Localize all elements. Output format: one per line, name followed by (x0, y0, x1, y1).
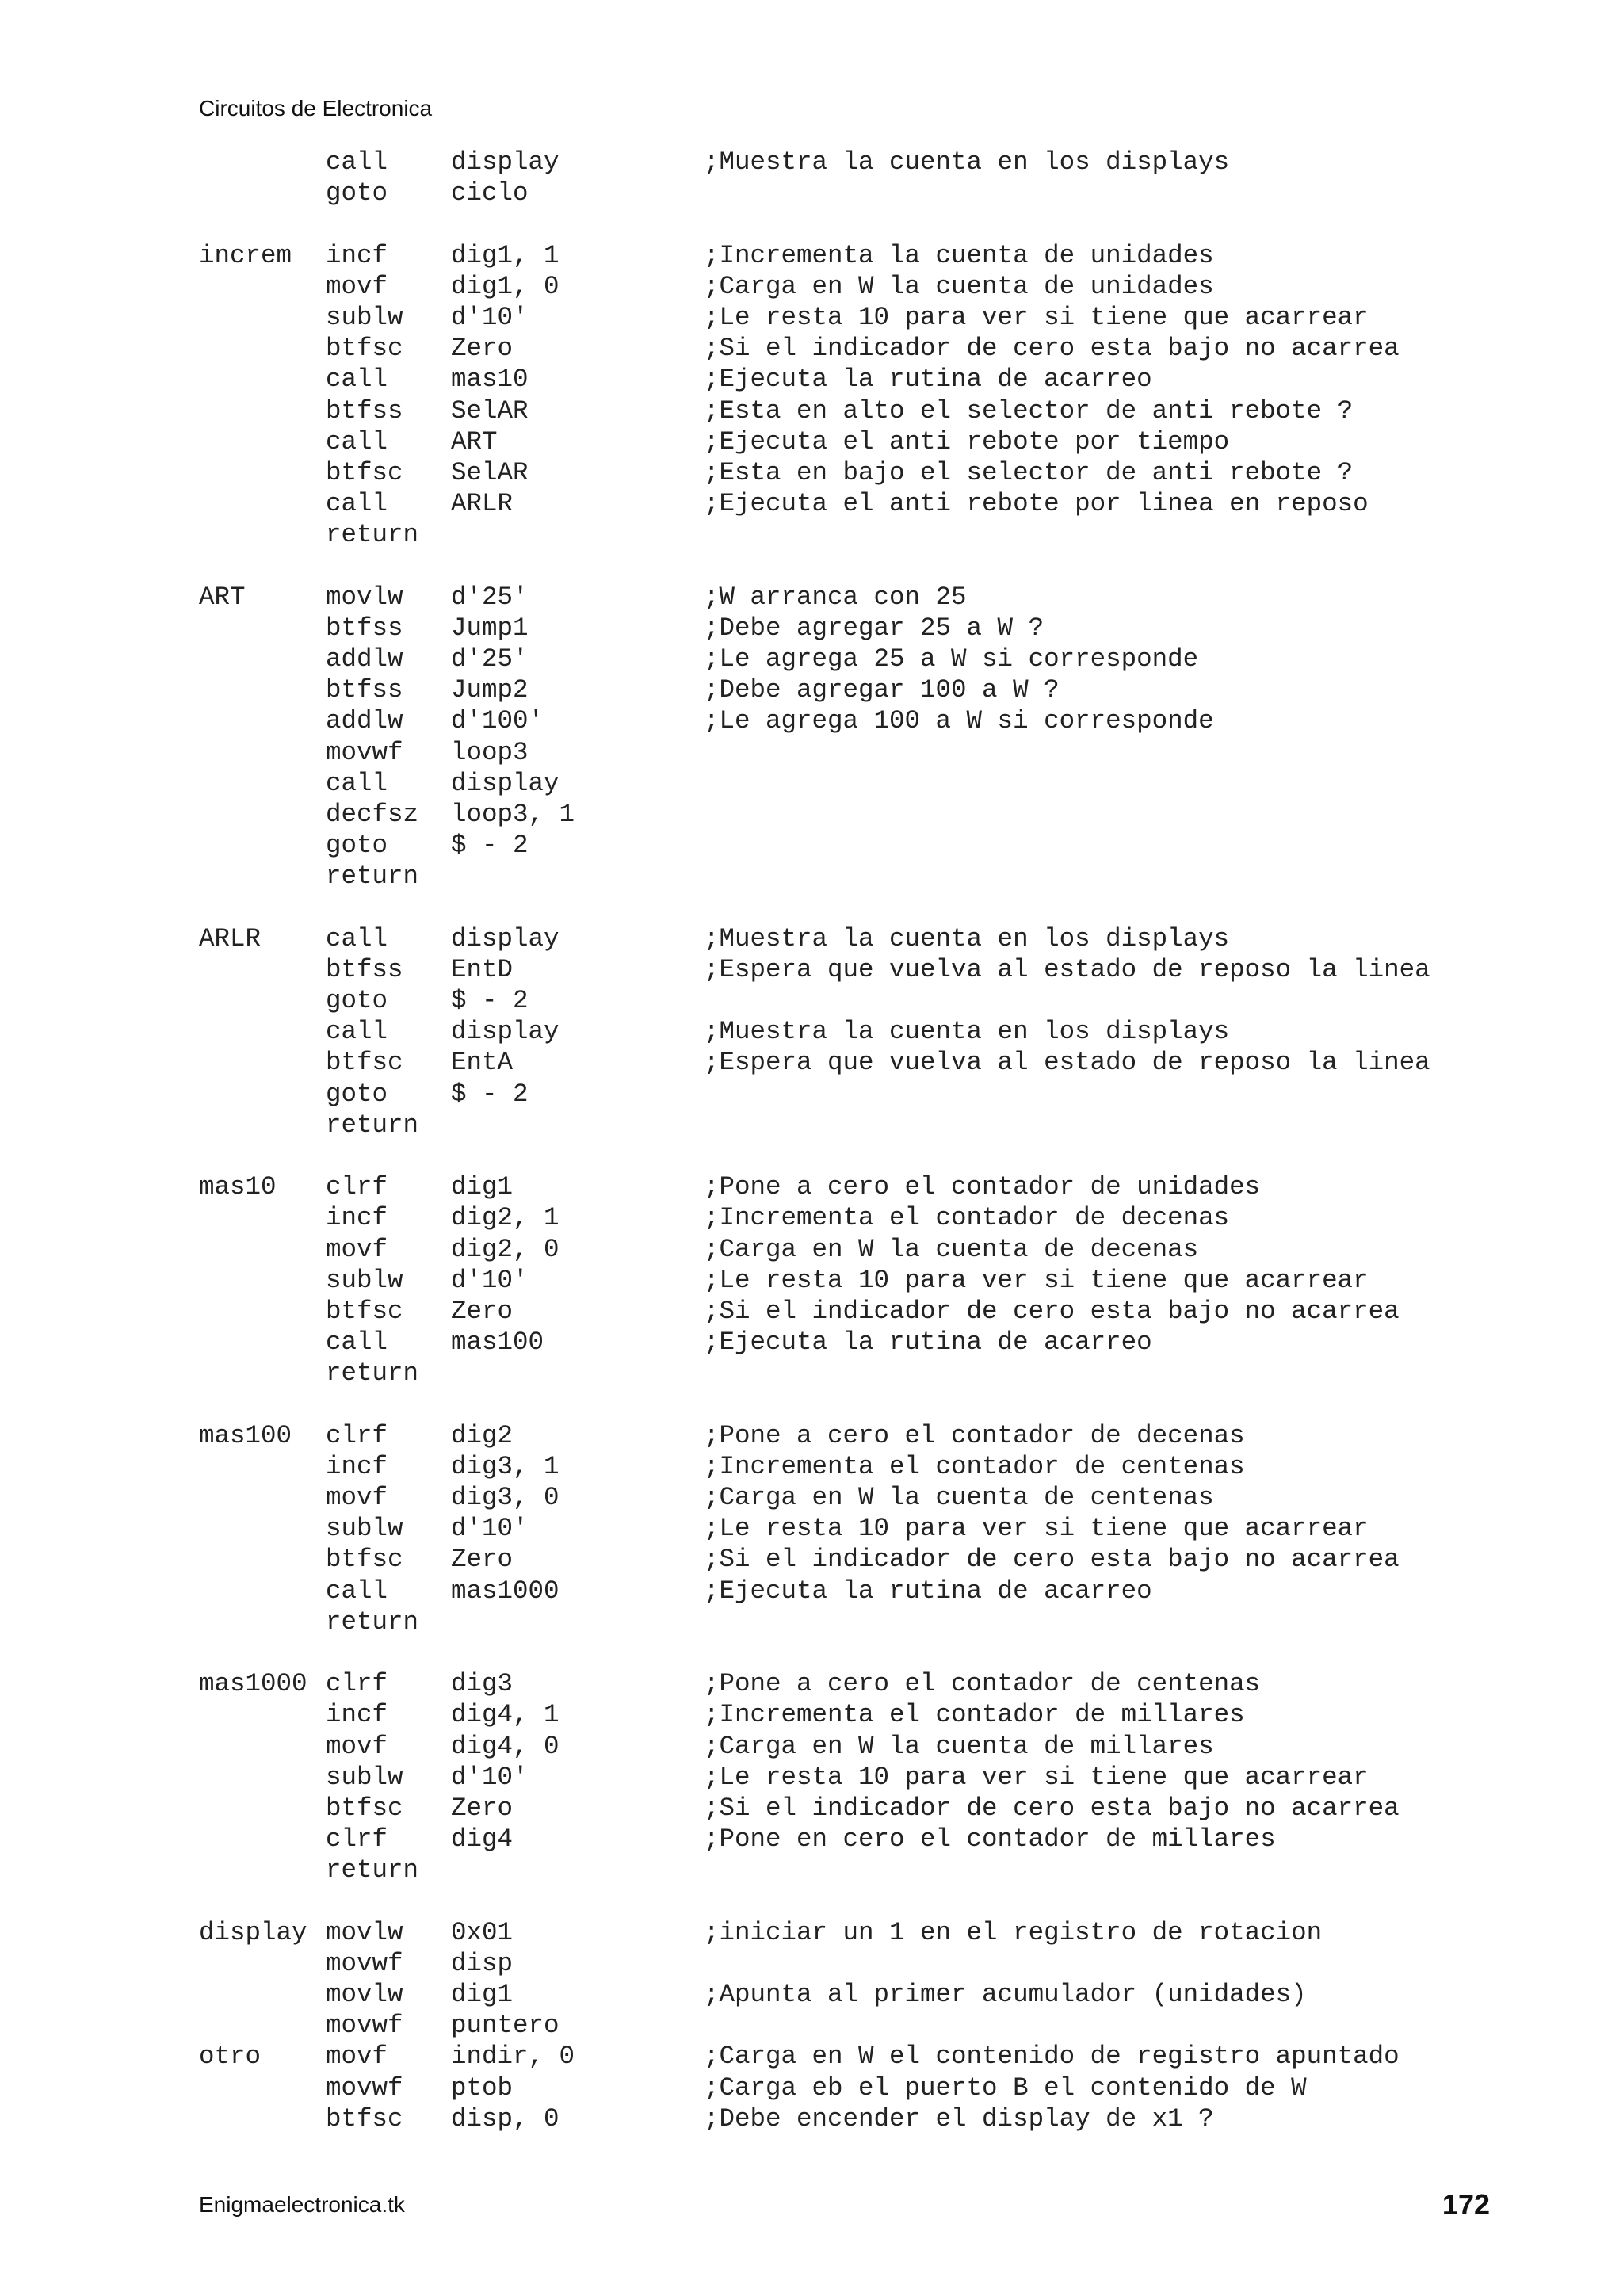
code-operand: EntA (451, 1048, 514, 1078)
code-line (199, 923, 1594, 954)
code-instruction: btfsc (326, 457, 403, 487)
code-line (199, 644, 1594, 674)
code-comment: ;Espera que vuelva al estado de reposo la linea (704, 954, 1430, 984)
code-operand: d'25' (451, 644, 529, 674)
code-comment: ;Carga en W la cuenta de unidades (704, 271, 1214, 301)
code-line (199, 147, 1594, 178)
code-instruction: movlw (326, 1917, 403, 1947)
code-instruction: return (326, 861, 419, 892)
code-instruction: movwf (326, 737, 403, 767)
code-instruction: sublw (326, 1514, 403, 1544)
code-line (199, 1110, 1594, 1140)
code-operand: dig1, 0 (451, 271, 559, 301)
code-line (199, 1979, 1594, 2010)
code-comment: ;Debe encender el display de x1 ? (704, 2103, 1214, 2134)
code-instruction: btfss (326, 395, 403, 426)
code-line (199, 1358, 1594, 1389)
code-instruction: btfsc (326, 2103, 403, 2134)
code-label: ARLR (199, 923, 262, 953)
code-comment: ;Pone a cero el contador de decenas (704, 1420, 1245, 1450)
code-line (199, 830, 1594, 861)
code-line (199, 1762, 1594, 1793)
code-label: mas10 (199, 1172, 277, 1202)
code-instruction: call (326, 365, 388, 395)
code-instruction: btfsc (326, 1048, 403, 1078)
code-instruction: movf (326, 271, 388, 301)
code-comment: ;W arranca con 25 (704, 582, 967, 612)
code-operand: dig2, 1 (451, 1203, 559, 1233)
code-instruction: btfsc (326, 1793, 403, 1823)
code-comment: ;Pone a cero el contador de centenas (704, 1669, 1261, 1699)
code-line (199, 1544, 1594, 1575)
code-comment: ;Ejecuta la rutina de acarreo (704, 1328, 1152, 1358)
code-line (199, 1513, 1594, 1544)
code-line (199, 178, 1594, 208)
code-listing (199, 147, 1594, 2134)
code-line (199, 1327, 1594, 1358)
code-operand: $ - 2 (451, 1079, 529, 1109)
code-instruction: movf (326, 1234, 388, 1264)
code-line (199, 985, 1594, 1016)
code-operand: loop3 (451, 737, 529, 767)
code-instruction: call (326, 1328, 388, 1358)
code-instruction: movlw (326, 582, 403, 612)
code-operand: SelAR (451, 395, 529, 426)
code-line (199, 582, 1594, 613)
code-line (199, 1886, 1594, 1917)
code-comment: ;Ejecuta el anti rebote por linea en reposo (704, 489, 1369, 519)
code-line (199, 364, 1594, 395)
code-line (199, 1948, 1594, 1979)
code-operand: $ - 2 (451, 986, 529, 1016)
code-line (199, 395, 1594, 426)
code-instruction: call (326, 1576, 388, 1606)
code-line (199, 488, 1594, 519)
code-instruction: movf (326, 1731, 388, 1761)
code-comment: ;Debe agregar 25 a W ? (704, 613, 1044, 643)
code-comment: ;Le resta 10 para ver si tiene que acarrear (704, 1762, 1369, 1792)
code-operand: dig4, 0 (451, 1731, 559, 1761)
code-line (199, 1793, 1594, 1824)
code-operand: Jump1 (451, 613, 529, 643)
code-operand: dig1, 1 (451, 240, 559, 270)
code-instruction: incf (326, 1700, 388, 1730)
code-line (199, 1171, 1594, 1202)
code-instruction: sublw (326, 1762, 403, 1792)
code-line (199, 1855, 1594, 1885)
code-label: mas100 (199, 1420, 292, 1450)
code-instruction: btfss (326, 613, 403, 643)
code-line (199, 426, 1594, 457)
code-line (199, 1202, 1594, 1233)
code-line (199, 1296, 1594, 1327)
code-line (199, 1637, 1594, 1668)
code-comment: ;iniciar un 1 en el registro de rotacion (704, 1917, 1323, 1947)
code-operand: mas100 (451, 1328, 544, 1358)
code-comment: ;Muestra la cuenta en los displays (704, 1017, 1230, 1047)
code-operand: Zero (451, 1793, 514, 1823)
code-operand: display (451, 923, 559, 953)
code-operand: indir, 0 (451, 2042, 575, 2072)
code-label: mas1000 (199, 1669, 307, 1699)
code-line (199, 2103, 1594, 2134)
code-instruction: incf (326, 1451, 388, 1481)
code-operand: ART (451, 426, 498, 457)
code-line (199, 705, 1594, 736)
code-comment: ;Le resta 10 para ver si tiene que acarrear (704, 302, 1369, 332)
code-comment: ;Espera que vuelva al estado de reposo la linea (704, 1048, 1430, 1078)
code-operand: loop3, 1 (451, 799, 575, 829)
code-instruction: call (326, 147, 388, 177)
code-line (199, 240, 1594, 271)
code-operand: d'100' (451, 706, 544, 736)
code-comment: ;Si el indicador de cero esta bajo no acarrea (704, 1793, 1400, 1823)
code-line (199, 1047, 1594, 1078)
code-line (199, 954, 1594, 985)
code-operand: $ - 2 (451, 831, 529, 861)
code-line (199, 1606, 1594, 1637)
code-comment: ;Le resta 10 para ver si tiene que acarrear (704, 1265, 1369, 1295)
code-comment: ;Si el indicador de cero esta bajo no acarrea (704, 334, 1400, 364)
code-operand: mas10 (451, 365, 529, 395)
code-instruction: goto (326, 986, 388, 1016)
code-operand: dig1 (451, 1172, 514, 1202)
code-comment: ;Le agrega 100 a W si corresponde (704, 706, 1214, 736)
code-operand: dig2 (451, 1420, 514, 1450)
code-operand: dig3 (451, 1669, 514, 1699)
code-label: display (199, 1917, 307, 1947)
code-line (199, 2041, 1594, 2072)
code-comment: ;Si el indicador de cero esta bajo no acarrea (704, 1296, 1400, 1326)
code-instruction: call (326, 923, 388, 953)
code-operand: dig4, 1 (451, 1700, 559, 1730)
code-comment: ;Debe agregar 100 a W ? (704, 675, 1060, 705)
code-line (199, 1420, 1594, 1451)
code-comment: ;Incrementa la cuenta de unidades (704, 240, 1214, 270)
code-comment: ;Carga en W el contenido de registro apuntado (704, 2042, 1400, 2072)
code-operand: d'10' (451, 1265, 529, 1295)
code-operand: puntero (451, 2011, 559, 2041)
code-line (199, 457, 1594, 488)
code-line (199, 613, 1594, 644)
code-operand: 0x01 (451, 1917, 514, 1947)
code-instruction: btfss (326, 675, 403, 705)
code-instruction: call (326, 426, 388, 457)
code-instruction: clrf (326, 1420, 388, 1450)
code-instruction: movwf (326, 1948, 403, 1978)
code-line (199, 302, 1594, 333)
code-line (199, 271, 1594, 302)
code-operand: display (451, 147, 559, 177)
page-footer-site: Enigmaelectronica.tk (199, 2192, 405, 2217)
code-instruction: clrf (326, 1824, 388, 1855)
code-instruction: return (326, 1606, 419, 1637)
code-label: ART (199, 582, 246, 612)
code-operand: EntD (451, 954, 514, 984)
code-line (199, 1451, 1594, 1482)
code-instruction: incf (326, 240, 388, 270)
code-instruction: btfsc (326, 334, 403, 364)
code-instruction: sublw (326, 302, 403, 332)
code-instruction: movf (326, 2042, 388, 2072)
code-instruction: call (326, 1017, 388, 1047)
code-operand: Zero (451, 334, 514, 364)
code-comment: ;Si el indicador de cero esta bajo no acarrea (704, 1545, 1400, 1575)
code-instruction: btfsc (326, 1296, 403, 1326)
code-instruction: goto (326, 831, 388, 861)
code-instruction: incf (326, 1203, 388, 1233)
code-comment: ;Incrementa el contador de millares (704, 1700, 1245, 1730)
code-comment: ;Ejecuta la rutina de acarreo (704, 1576, 1152, 1606)
code-instruction: return (326, 1358, 419, 1389)
page-header: Circuitos de Electronica (199, 96, 433, 120)
code-line (199, 550, 1594, 581)
code-line (199, 1016, 1594, 1047)
code-operand: dig1 (451, 1980, 514, 2010)
code-line (199, 519, 1594, 550)
code-line (199, 1917, 1594, 1948)
code-operand: d'10' (451, 302, 529, 332)
code-label: otro (199, 2042, 262, 2072)
code-operand: display (451, 1017, 559, 1047)
code-instruction: addlw (326, 706, 403, 736)
code-operand: ARLR (451, 489, 514, 519)
code-line (199, 1668, 1594, 1699)
code-instruction: goto (326, 1079, 388, 1109)
code-instruction: decfsz (326, 799, 419, 829)
code-line (199, 2010, 1594, 2041)
code-line (199, 1234, 1594, 1265)
code-operand: disp, 0 (451, 2103, 559, 2134)
code-line (199, 1731, 1594, 1762)
code-line (199, 1389, 1594, 1420)
code-instruction: return (326, 1110, 419, 1140)
code-line (199, 1576, 1594, 1606)
code-operand: ciclo (451, 178, 529, 208)
code-comment: ;Esta en alto el selector de anti rebote ? (704, 395, 1354, 426)
code-instruction: return (326, 520, 419, 550)
code-comment: ;Carga en W la cuenta de decenas (704, 1234, 1199, 1264)
code-instruction: movlw (326, 1980, 403, 2010)
code-operand: d'25' (451, 582, 529, 612)
code-operand: dig3, 0 (451, 1483, 559, 1513)
code-operand: disp (451, 1948, 514, 1978)
code-line (199, 768, 1594, 799)
code-operand: dig4 (451, 1824, 514, 1855)
code-line (199, 2073, 1594, 2103)
code-comment: ;Carga en W la cuenta de millares (704, 1731, 1214, 1761)
code-line (199, 799, 1594, 830)
code-comment: ;Le agrega 25 a W si corresponde (704, 644, 1199, 674)
code-instruction: addlw (326, 644, 403, 674)
code-comment: ;Carga en W la cuenta de centenas (704, 1483, 1214, 1513)
code-operand: SelAR (451, 457, 529, 487)
code-operand: Zero (451, 1545, 514, 1575)
code-comment: ;Incrementa el contador de centenas (704, 1451, 1245, 1481)
code-comment: ;Pone a cero el contador de unidades (704, 1172, 1261, 1202)
code-operand: Jump2 (451, 675, 529, 705)
code-comment: ;Ejecuta la rutina de acarreo (704, 365, 1152, 395)
code-instruction: goto (326, 178, 388, 208)
code-operand: mas1000 (451, 1576, 559, 1606)
code-line (199, 1482, 1594, 1513)
code-line (199, 737, 1594, 768)
code-comment: ;Pone en cero el contador de millares (704, 1824, 1276, 1855)
code-instruction: clrf (326, 1669, 388, 1699)
code-line (199, 1265, 1594, 1296)
code-instruction: movwf (326, 2073, 403, 2103)
page-number: 172 (1442, 2188, 1490, 2221)
code-operand: display (451, 768, 559, 798)
code-instruction: sublw (326, 1265, 403, 1295)
code-line (199, 1824, 1594, 1855)
code-comment: ;Muestra la cuenta en los displays (704, 923, 1230, 953)
code-comment: ;Le resta 10 para ver si tiene que acarrear (704, 1514, 1369, 1544)
code-comment: ;Incrementa el contador de decenas (704, 1203, 1230, 1233)
code-operand: dig2, 0 (451, 1234, 559, 1264)
code-operand: d'10' (451, 1514, 529, 1544)
code-comment: ;Apunta al primer acumulador (unidades) (704, 1980, 1307, 2010)
code-comment: ;Carga eb el puerto B el contenido de W (704, 2073, 1307, 2103)
code-operand: ptob (451, 2073, 514, 2103)
code-line (199, 892, 1594, 923)
code-instruction: btfsc (326, 1545, 403, 1575)
code-instruction: call (326, 489, 388, 519)
code-line (199, 208, 1594, 239)
code-instruction: clrf (326, 1172, 388, 1202)
code-instruction: btfss (326, 954, 403, 984)
code-instruction: call (326, 768, 388, 798)
code-label: increm (199, 240, 292, 270)
code-instruction: return (326, 1855, 419, 1885)
code-line (199, 674, 1594, 705)
code-operand: dig3, 1 (451, 1451, 559, 1481)
code-comment: ;Muestra la cuenta en los displays (704, 147, 1230, 177)
code-instruction: movf (326, 1483, 388, 1513)
code-comment: ;Ejecuta el anti rebote por tiempo (704, 426, 1230, 457)
code-line (199, 1140, 1594, 1171)
code-operand: Zero (451, 1296, 514, 1326)
code-line (199, 861, 1594, 892)
code-line (199, 1699, 1594, 1730)
code-line (199, 1079, 1594, 1110)
code-operand: d'10' (451, 1762, 529, 1792)
code-line (199, 333, 1594, 364)
code-instruction: movwf (326, 2011, 403, 2041)
code-comment: ;Esta en bajo el selector de anti rebote ? (704, 457, 1354, 487)
